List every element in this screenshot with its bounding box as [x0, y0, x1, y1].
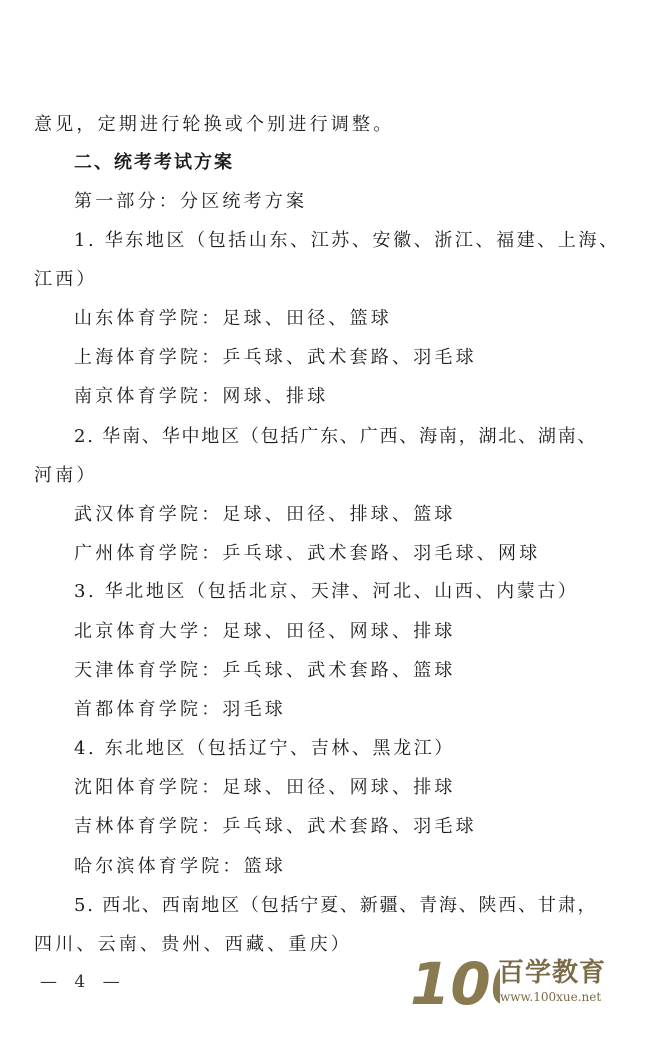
school-item: 南京体育学院：网球、排球: [74, 386, 329, 407]
region-item: 2. 华南、华中地区（包括广东、广西、海南，湖北、湖南、: [74, 426, 598, 447]
school-item: 上海体育学院：乒乓球、武术套路、羽毛球: [74, 347, 477, 368]
school-item: 哈尔滨体育学院：篮球: [74, 856, 286, 877]
school-item: 北京体育大学：足球、田径、网球、排球: [74, 621, 456, 642]
text-line: 四川、云南、贵州、西藏、重庆）: [34, 934, 352, 955]
school-item: 沈阳体育学院：足球、田径、网球、排球: [74, 777, 456, 798]
page-number: — 4 —: [40, 972, 126, 992]
watermark-url: www.100xue.net: [500, 990, 602, 1004]
text-line: 河南）: [34, 465, 98, 486]
school-item: 首都体育学院：羽毛球: [74, 699, 286, 720]
watermark-logo: [410, 948, 610, 1018]
school-item: 武汉体育学院：足球、田径、排球、篮球: [74, 504, 456, 525]
region-item: 1. 华东地区（包括山东、江苏、安徽、浙江、福建、上海、: [74, 230, 620, 251]
logo-icon: [410, 948, 500, 1016]
school-item: 广州体育学院：乒乓球、武术套路、羽毛球、网球: [74, 543, 541, 564]
region-item: 3. 华北地区（包括北京、天津、河北、山西、内蒙古）: [74, 581, 579, 602]
region-item: 5. 西北、西南地区（包括宁夏、新疆、青海、陕西、甘肃，: [74, 895, 598, 916]
region-item: 4. 东北地区（包括辽宁、吉林、黑龙江）: [74, 738, 455, 759]
school-item: 山东体育学院：足球、田径、篮球: [74, 308, 392, 329]
svg-text:100: 10: [410, 950, 491, 1016]
school-item: 天津体育学院：乒乓球、武术套路、篮球: [74, 660, 456, 681]
section-heading: 二、统考考试方案: [74, 152, 234, 173]
text-line: 江西）: [34, 269, 98, 290]
watermark-brand: 百学教育: [498, 958, 607, 988]
text-line: 意见，定期进行轮换或个别进行调整。: [34, 114, 395, 135]
subsection-heading: 第一部分：分区统考方案: [74, 191, 308, 212]
school-item: 吉林体育学院：乒乓球、武术套路、羽毛球: [74, 816, 477, 837]
